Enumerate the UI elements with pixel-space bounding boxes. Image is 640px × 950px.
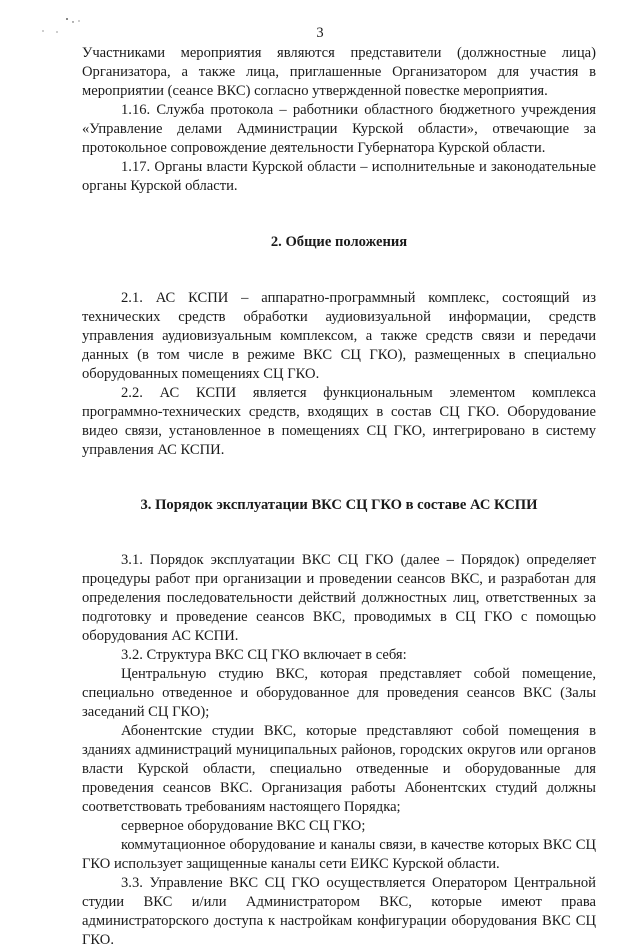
paragraph-3-2: 3.2. Структура ВКС СЦ ГКО включает в себя: — [121, 647, 407, 663]
paragraph-participants: Участниками мероприятия являются представители (должностные лица) Организатора, а также лица, приглашенные Организатором для участия в мероприятии (сеансе ВКС) согласно утвержденной повестке мероприятия. — [82, 45, 596, 99]
paragraph-1-17: 1.17. Органы власти Курской области – исполнительные и законодательные органы Курской области. — [82, 159, 596, 194]
paragraph-1-16: 1.16. Служба протокола – работники областного бюджетного учреждения «Управление делами Администрации Курской области», отвечающие за протокольное сопровождение деятельности Губернатора Курской области. — [82, 102, 596, 156]
paragraph-central-studio: Центральную студию ВКС, которая представляет собой помещение, специально отведенное и оборудованное для проведения сеансов ВКС (Залы заседаний СЦ ГКО); — [82, 666, 596, 720]
paragraph-3-1: 3.1. Порядок эксплуатации ВКС СЦ ГКО (далее – Порядок) определяет процедуры работ при организации и проведении сеансов ВКС, и разработан для определения последовательности действий должностных лиц, ответственных за подготовку и проведение сеансов ВКС, проводимых в СЦ ГКО с помощью оборудования АС КСПИ. — [82, 552, 596, 644]
paragraph-server-equipment: серверное оборудование ВКС СЦ ГКО; — [121, 818, 366, 834]
paragraph-3-3: 3.3. Управление ВКС СЦ ГКО осуществляется Оператором Центральной студии ВКС и/или Администратором ВКС, которые имеют права администраторского доступа к настройкам конфигурации оборудования ВКС СЦ ГКО. — [82, 875, 596, 948]
paragraph-subscriber-studios: Абонентские студии ВКС, которые представляют собой помещения в зданиях администраций муниципальных районов, городских округов или органов власти Курской области, специально отведенные и оборудованные для проведения сеансов ВКС. Организация работы Абонентских студий должны соответствовать требованиям настоящего Порядка; — [82, 723, 596, 815]
section-3-heading: 3. Порядок эксплуатации ВКС СЦ ГКО в составе АС КСПИ — [140, 497, 538, 513]
paragraph-switching-equipment: коммутационное оборудование и каналы связи, в качестве которых ВКС СЦ ГКО использует защищенные каналы сети ЕИКС Курской области. — [82, 837, 596, 872]
paragraph-2-2: 2.2. АС КСПИ является функциональным элементом комплекса программно-технических средств, входящих в состав СЦ ГКО. Оборудование видео связи, установленное в помещениях СЦ ГКО, интегрировано в систему управления АС КСПИ. — [82, 385, 596, 458]
paragraph-2-1: 2.1. АС КСПИ – аппаратно-программный комплекс, состоящий из технических средств обработки аудиовизуальной информации, средств управления аудиовизуальным комплексом, а также средств связи и передачи данных (в том числе в режиме ВКС СЦ ГКО), размещенных в специально оборудованных помещениях СЦ ГКО. — [82, 290, 596, 382]
document-body — [82, 44, 596, 950]
section-2-heading: 2. Общие положения — [270, 234, 408, 250]
page-number: 3 — [316, 25, 324, 41]
